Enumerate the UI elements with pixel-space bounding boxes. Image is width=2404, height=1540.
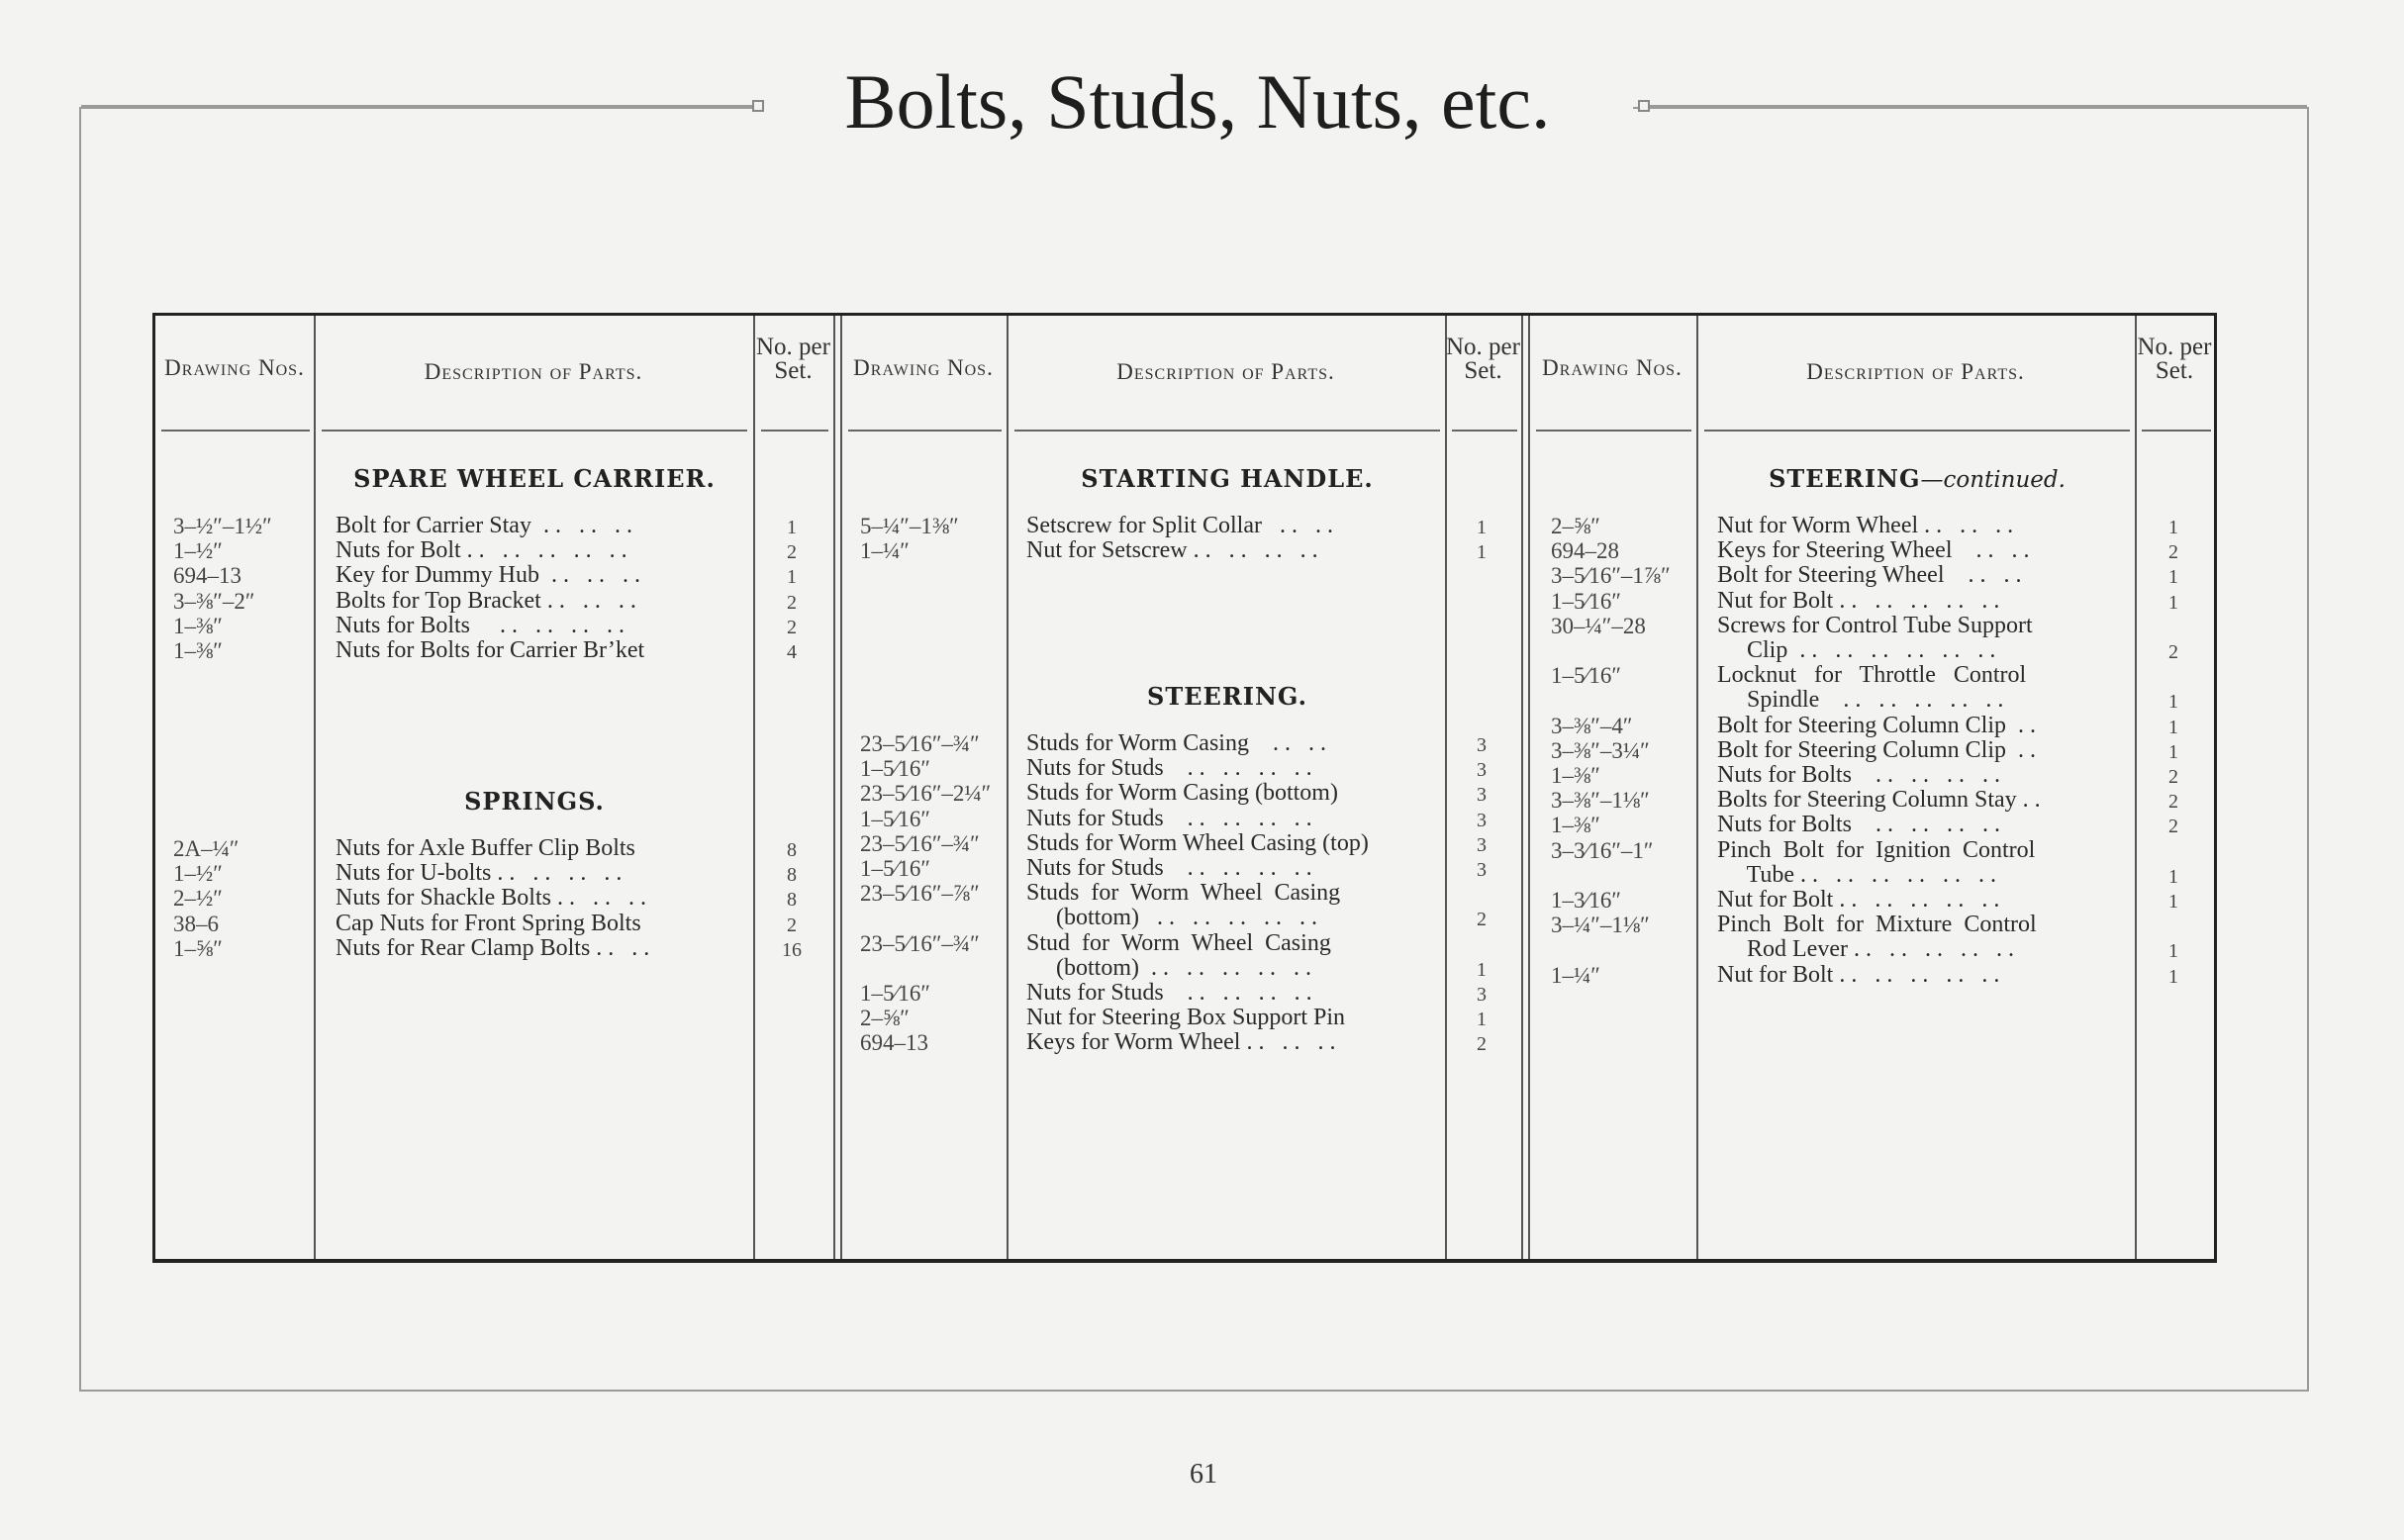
drawing-number: 1–⅜″ [173,613,223,638]
column-divider [1445,316,1447,1259]
part-description: (bottom) . . . . . . . . . . [1026,954,1311,981]
part-description: Bolt for Carrier Stay . . . . . . [336,513,632,538]
quantity-per-set: 1 [2168,965,2178,988]
quantity-per-set: 2 [2168,766,2178,788]
ornament-right [1638,100,1650,112]
quantity-per-set: 1 [1477,958,1487,981]
part-description: Tube . . . . . . . . . . . . [1717,861,1997,888]
drawing-number: 3–⅜″–3¼″ [1551,737,1650,763]
quantity-per-set: 2 [1477,909,1487,931]
quantity-per-set: 2 [787,914,797,936]
quantity-per-set: 2 [2168,641,2178,663]
header-drawing-nos: Drawing Nos. [1542,355,1683,380]
header-rule [322,430,747,432]
part-description: Setscrew for Split Collar . . . . [1026,513,1333,538]
header-description: Description of Parts. [424,359,643,384]
part-description: Nuts for Bolts . . . . . . . . [1717,812,2001,838]
part-description: Nuts for Bolt . . . . . . . . . . [336,537,627,564]
quantity-per-set: 2 [1477,1033,1487,1056]
part-description: Key for Dummy Hub . . . . . . [336,562,640,589]
part-description: Nuts for Studs . . . . . . . . [1026,805,1312,831]
section-title [1704,464,2130,493]
quantity-per-set: 1 [2168,940,2178,963]
quantity-per-set: 3 [1477,859,1487,881]
drawing-number: 1–¼″ [1551,962,1600,988]
parts-table [152,313,2217,1263]
section-title-suffix: —continued. [1920,467,2066,493]
quantity-per-set: 1 [1477,1009,1487,1031]
part-description: Clip . . . . . . . . . . . . [1717,637,1996,663]
header-rule [1452,430,1517,432]
drawing-number: 30–¼″–28 [1551,613,1646,638]
drawing-number: 23–5⁄16″–2¼″ [860,781,992,807]
column-divider [314,316,316,1259]
drawing-number: 2A–¼″ [173,836,240,861]
column-divider [753,316,755,1259]
part-description: Keys for Steering Wheel . . . . [1717,537,2030,564]
quantity-per-set: 2 [787,541,797,564]
part-description: Studs for Worm Wheel Casing (top) [1026,829,1369,856]
part-description: Nuts for Axle Buffer Clip Bolts [336,835,635,861]
part-description: Bolt for Steering Column Clip . . [1717,712,2036,738]
quantity-per-set: 8 [787,839,797,861]
part-description: Nut for Bolt . . . . . . . . . . [1717,587,2000,614]
quantity-per-set: 3 [1477,784,1487,807]
quantity-per-set: 1 [787,566,797,589]
part-description: Keys for Worm Wheel . . . . . . [1026,1029,1336,1056]
drawing-number: 3–⅜″–2″ [173,588,255,614]
drawing-number: 1–5⁄16″ [1551,588,1621,614]
quantity-per-set: 3 [1477,984,1487,1006]
drawing-number: 1–5⁄16″ [860,856,930,881]
quantity-per-set: 4 [787,641,797,663]
part-description: Nuts for Studs . . . . . . . . [1026,755,1312,782]
header-rule [761,430,828,432]
column-divider [1528,316,1530,1259]
quantity-per-set: 1 [2168,517,2178,538]
page-number: 61 [1190,1459,1217,1490]
drawing-number: 1–5⁄16″ [860,806,930,831]
part-description: Nut for Steering Box Support Pin [1026,1005,1345,1031]
part-description: Studs for Worm Wheel Casing [1026,880,1341,907]
page-title: Bolts, Studs, Nuts, etc. [844,58,1551,144]
header-per-set: No. per Set. [756,334,830,384]
column-divider [1007,316,1009,1259]
header-description: Description of Parts. [1806,359,2025,384]
part-description: Nuts for Rear Clamp Bolts . . . . [336,934,650,961]
part-description: Nuts for Studs . . . . . . . . [1026,980,1312,1006]
part-description: Bolt for Steering Column Clip . . [1717,736,2036,763]
quantity-per-set: 3 [1477,809,1487,831]
drawing-number: 1–⅜″ [173,638,223,663]
header-rule [1014,430,1440,432]
part-description: Locknut for Throttle Control [1717,662,2027,689]
drawing-number: 3–⅜″–1⅛″ [1551,788,1650,814]
quantity-per-set: 8 [787,889,797,912]
drawing-number: 3–5⁄16″–1⅞″ [1551,563,1671,589]
drawing-number: 3–3⁄16″–1″ [1551,837,1654,863]
part-description: Nuts for Bolts . . . . . . . . [1717,762,2001,788]
quantity-per-set: 2 [2168,791,2178,814]
drawing-number: 3–½″–1½″ [173,514,272,538]
part-description: Pinch Bolt for Mixture Control [1717,912,2037,938]
quantity-per-set: 3 [1477,759,1487,782]
drawing-number: 694–28 [1551,538,1619,564]
quantity-per-set: 1 [1477,517,1487,538]
part-description: Studs for Worm Casing . . . . [1026,730,1326,756]
column-divider [1696,316,1698,1259]
quantity-per-set: 1 [2168,716,2178,738]
quantity-per-set: 2 [787,616,797,638]
drawing-number: 1–⅜″ [1551,763,1600,788]
drawing-number: 1–5⁄16″ [1551,663,1621,689]
drawing-number: 2–⅝″ [860,1006,910,1031]
section-title [322,464,747,493]
part-description: Bolts for Steering Column Stay . . [1717,787,2041,814]
part-description: Nuts for Bolts for Carrier Br’ket [336,637,645,663]
part-description: Nuts for Studs . . . . . . . . [1026,855,1312,881]
part-description: Bolts for Top Bracket . . . . . . [336,587,636,614]
part-description: Nuts for U-bolts . . . . . . . . [336,860,623,887]
quantity-per-set: 1 [2168,865,2178,888]
drawing-number: 1–3⁄16″ [1551,888,1621,913]
part-description: Nuts for Bolts . . . . . . . . [336,612,625,638]
header-per-set: No. per Set. [2137,334,2212,384]
part-description: Pinch Bolt for Ignition Control [1717,836,2036,863]
section-title-text: SPARE WHEEL CARRIER. [353,464,716,493]
quantity-per-set: 2 [787,591,797,614]
quantity-per-set: 1 [2168,591,2178,614]
column-divider [2135,316,2137,1259]
part-description: Nut for Bolt . . . . . . . . . . [1717,961,2000,988]
drawing-number: 1–⅝″ [173,935,223,961]
drawing-number: 2–⅝″ [1551,514,1600,538]
part-description: Rod Lever . . . . . . . . . . [1717,936,2014,963]
quantity-per-set: 1 [2168,740,2178,763]
drawing-number: 694–13 [173,563,241,589]
title-rule-left [81,105,754,107]
part-description: Nut for Worm Wheel . . . . . . [1717,513,2014,538]
drawing-number: 23–5⁄16″–¾″ [860,731,980,756]
quantity-per-set: 1 [2168,566,2178,589]
drawing-number: 3–¼″–1⅛″ [1551,913,1650,938]
drawing-number: 1–5⁄16″ [860,756,930,782]
drawing-number: 38–6 [173,911,219,936]
drawing-number: 694–13 [860,1030,928,1056]
title-rule-right [1650,105,2307,107]
drawing-number: 1–5⁄16″ [860,981,930,1006]
part-description: Nut for Setscrew . . . . . . . . [1026,537,1318,564]
drawing-number: 1–½″ [173,538,223,564]
drawing-number: 23–5⁄16″–¾″ [860,930,980,956]
part-description: Stud for Worm Wheel Casing [1026,929,1331,956]
drawing-number: 23–5⁄16″–⅞″ [860,881,980,907]
section-title-text: STEERING [1769,464,1921,493]
header-per-set: No. per Set. [1446,334,1520,384]
quantity-per-set: 1 [787,517,797,538]
drawing-number: 1–⅜″ [1551,813,1600,838]
header-rule [848,430,1002,432]
part-description: (bottom) . . . . . . . . . . [1026,905,1317,931]
drawing-number: 3–⅜″–4″ [1551,713,1633,738]
quantity-per-set: 1 [2168,691,2178,714]
quantity-per-set: 3 [1477,833,1487,856]
header-rule [2142,430,2211,432]
header-description: Description of Parts. [1116,359,1335,384]
part-description: Nut for Bolt . . . . . . . . . . [1717,887,2000,913]
part-description: Screws for Control Tube Support [1717,612,2033,638]
part-description: Cap Nuts for Front Spring Bolts [336,910,641,936]
part-description: Bolt for Steering Wheel . . . . [1717,562,2022,589]
section-title-text: SPRINGS. [464,787,605,816]
header-rule [1704,430,2130,432]
quantity-per-set: 1 [1477,541,1487,564]
quantity-per-set: 1 [2168,891,2178,913]
section-title-text: STEERING. [1147,682,1307,711]
section-title [322,787,747,816]
drawing-number: 1–½″ [173,861,223,887]
section-title-text: STARTING HANDLE. [1081,464,1374,493]
quantity-per-set: 8 [787,864,797,887]
part-description: Studs for Worm Casing (bottom) [1026,780,1338,807]
drawing-number: 23–5⁄16″–¾″ [860,830,980,856]
part-description: Spindle . . . . . . . . . . [1717,687,2004,714]
drawing-number: 1–¼″ [860,538,910,564]
section-title [1014,682,1440,711]
quantity-per-set: 3 [1477,734,1487,756]
drawing-number: 2–½″ [173,886,223,912]
header-rule [161,430,310,432]
column-divider [1521,316,1523,1259]
column-divider [840,316,842,1259]
quantity-per-set: 16 [782,938,802,961]
quantity-per-set: 2 [2168,541,2178,564]
part-description: Nuts for Shackle Bolts . . . . . . [336,885,646,912]
drawing-number: 5–¼″–1⅜″ [860,514,959,538]
header-drawing-nos: Drawing Nos. [853,355,994,380]
column-divider [833,316,835,1259]
header-drawing-nos: Drawing Nos. [164,355,305,380]
header-rule [1536,430,1691,432]
section-title [1014,464,1440,493]
quantity-per-set: 2 [2168,816,2178,838]
